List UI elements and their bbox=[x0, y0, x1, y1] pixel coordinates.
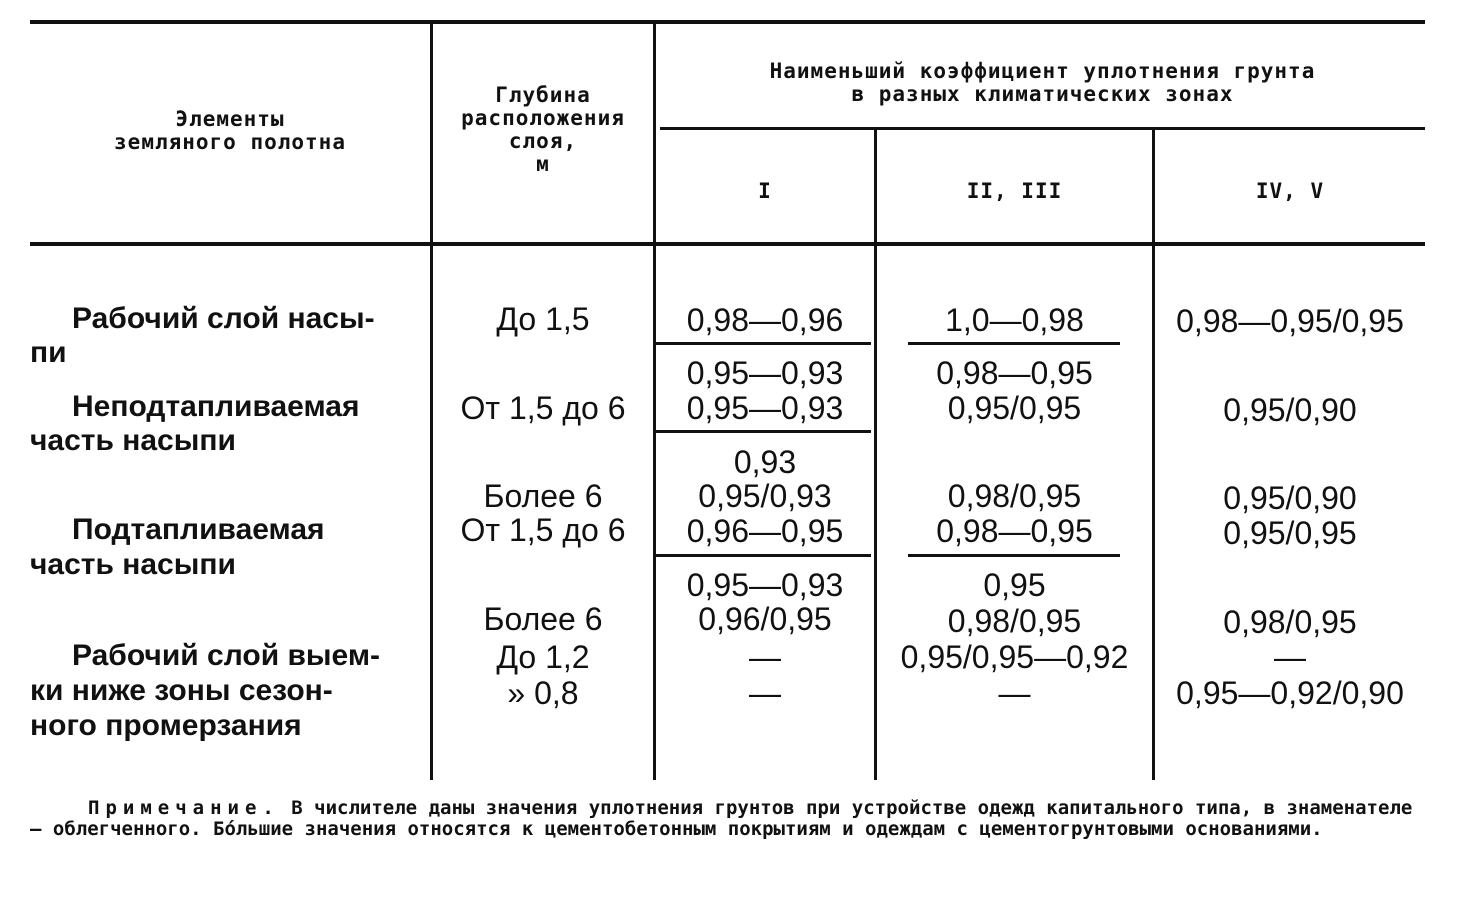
row3-depth-b: Более 6 bbox=[483, 601, 603, 637]
row3-z1a-denominator: 0,95—0,93 bbox=[686, 567, 844, 603]
row2-depth-a: От 1,5 до 6 bbox=[460, 390, 626, 426]
note-prefix: Примечание. bbox=[88, 797, 280, 819]
row3-z3a-value: 0,95/0,95 bbox=[1223, 515, 1357, 551]
note-text: В числителе даны значения уплотнения грунтов при устройстве одежд капитального типа, в знаменателе — облегченного. Бо́льшие значения относятся к цементобетонным покрытиям и одеждам с цементогрунтовыми основаниями. bbox=[30, 797, 1413, 840]
header-depth: Глубина расположения слоя, м bbox=[461, 83, 625, 176]
row3-z2a-fraction-bar bbox=[908, 554, 1120, 557]
row2-z1b-value: 0,95/0,93 bbox=[698, 478, 832, 514]
row4-label-line1: Рабочий слой выем- bbox=[72, 639, 381, 672]
row1-z1-denominator: 0,95—0,93 bbox=[686, 355, 844, 391]
row3-depth-a: От 1,5 до 6 bbox=[460, 512, 626, 548]
row2-z1a-numerator: 0,95—0,93 bbox=[686, 390, 844, 426]
row2-z2a-value: 0,95/0,95 bbox=[947, 390, 1082, 426]
row3-z2b-value: 0,98/0,95 bbox=[947, 603, 1082, 639]
row1-z3-value: 0,98—0,95/0,95 bbox=[1176, 303, 1404, 339]
row1-label-line2: пи bbox=[30, 336, 67, 369]
table-top-rule bbox=[30, 20, 1425, 24]
row2-z3a-value: 0,95/0,90 bbox=[1223, 392, 1357, 428]
row4-z2b-value: — bbox=[998, 675, 1031, 711]
table-note bbox=[30, 798, 1420, 840]
header-sub-rule bbox=[660, 127, 1425, 130]
row2-z1a-denominator: 0,93 bbox=[733, 444, 797, 480]
row3-z2a-numerator: 0,98—0,95 bbox=[936, 513, 1093, 549]
row1-z2-numerator: 1,0—0,98 bbox=[945, 302, 1084, 338]
row4-depth-b: » 0,8 bbox=[507, 675, 579, 711]
header-elements: Элементы земляного полотна bbox=[114, 107, 346, 154]
row4-z3b-value: 0,95—0,92/0,90 bbox=[1176, 675, 1404, 711]
row4-label-line2: ки ниже зоны сезон- bbox=[30, 674, 333, 707]
row3-label-line1: Подтапливаемая bbox=[72, 513, 325, 546]
row3-z1a-numerator: 0,96—0,95 bbox=[686, 513, 844, 549]
row1-z2-denominator: 0,98—0,95 bbox=[936, 355, 1093, 391]
header-zone-2: II, III bbox=[966, 179, 1063, 203]
row2-z1a-fraction-bar bbox=[656, 430, 871, 433]
row1-label-line1: Рабочий слой насы- bbox=[72, 302, 375, 335]
row4-z3a-value: — bbox=[1274, 639, 1306, 675]
row3-z3b-value: 0,98/0,95 bbox=[1223, 604, 1357, 640]
header-zone-1: I bbox=[758, 179, 772, 203]
row3-label-line2: часть насыпи bbox=[30, 548, 236, 581]
row4-z1b-value: — bbox=[749, 675, 781, 711]
row2-depth-b: Более 6 bbox=[483, 478, 603, 514]
row2-label-line2: часть насыпи bbox=[30, 424, 236, 457]
header-bottom-rule bbox=[30, 242, 1425, 246]
row2-z3b-value: 0,95/0,90 bbox=[1223, 480, 1357, 516]
row1-z1-fraction-bar bbox=[656, 342, 871, 345]
row1-z1-numerator: 0,98—0,96 bbox=[686, 302, 844, 338]
row3-z1b-value: 0,96/0,95 bbox=[698, 601, 832, 637]
row4-depth-a: До 1,2 bbox=[496, 639, 590, 675]
row2-label-line1: Неподтапливаемая bbox=[72, 390, 360, 423]
row1-z2-fraction-bar bbox=[908, 342, 1120, 345]
header-zone-3: IV, V bbox=[1255, 179, 1325, 203]
row4-z1a-value: — bbox=[749, 639, 781, 675]
row4-z2a-value: 0,95/0,95—0,92 bbox=[900, 639, 1129, 675]
row3-z2a-denominator: 0,95 bbox=[983, 567, 1046, 603]
row4-label-line3: ного промерзания bbox=[30, 709, 302, 742]
row1-depth: До 1,5 bbox=[496, 301, 590, 337]
row2-z2b-value: 0,98/0,95 bbox=[947, 478, 1082, 514]
header-coefficient: Наименьший коэффициент уплотнения грунта в разных климатических зонах bbox=[769, 59, 1316, 106]
row3-z1a-fraction-bar bbox=[656, 554, 871, 557]
